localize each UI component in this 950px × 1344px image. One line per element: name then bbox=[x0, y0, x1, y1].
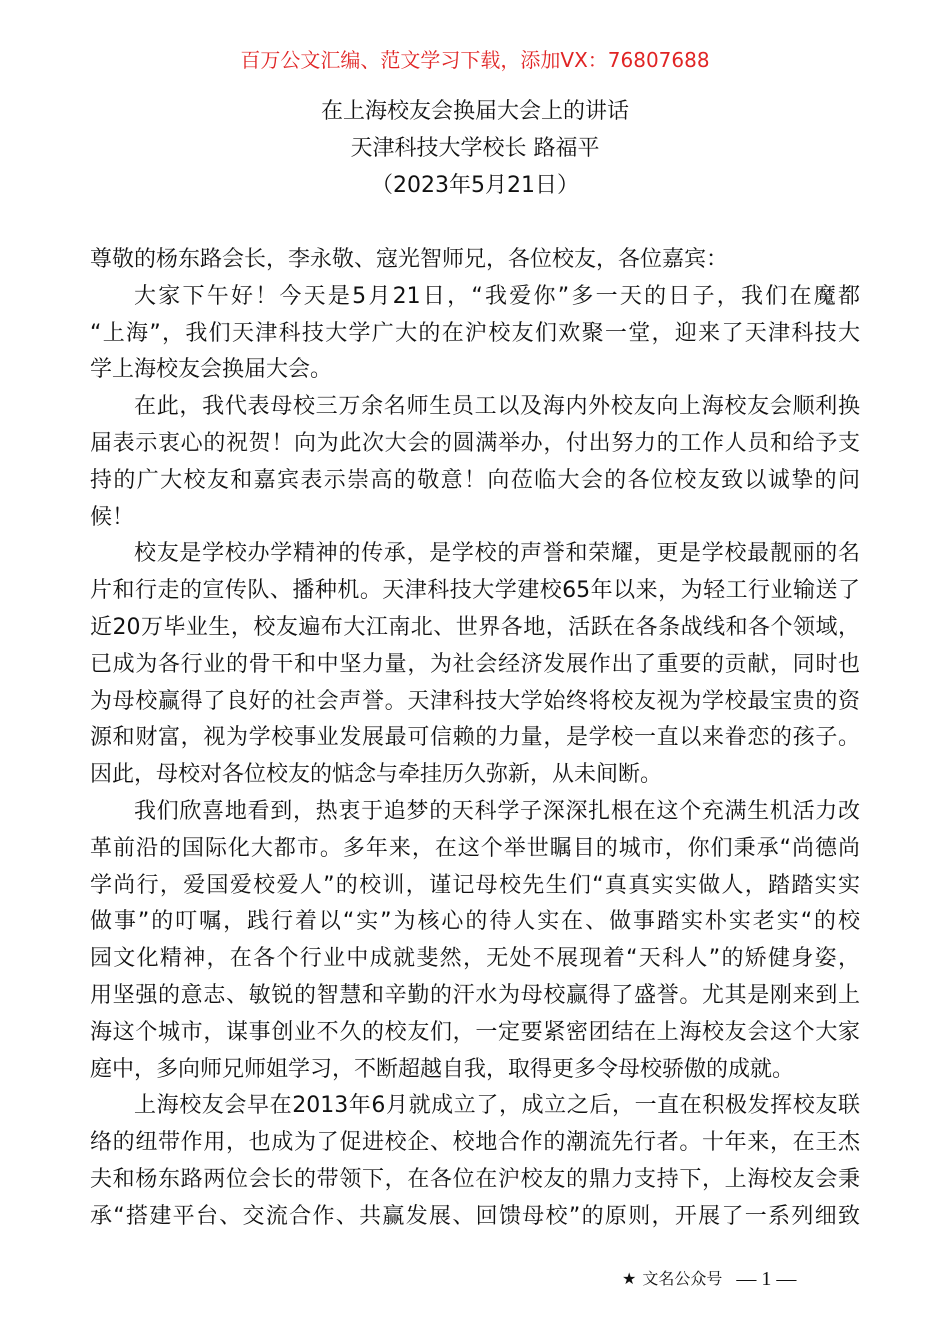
watermark-banner: 百万公文汇编、范文学习下载，添加VX：76807688 bbox=[240, 48, 710, 72]
date-line: （2023年5月21日） bbox=[371, 173, 579, 198]
paragraph-line: 大家下午好！今天是5月21日，“我爱你”多一天的日子，我们在魔都 bbox=[134, 283, 860, 309]
paragraph-line: 我们欣喜地看到，热衷于追梦的天科学子深深扎根在这个充满生机活力改 bbox=[134, 798, 860, 824]
paragraph-line: 持的广大校友和嘉宾表示崇高的敬意！向莅临大会的各位校友致以诚挚的问 bbox=[90, 467, 860, 493]
page-footer bbox=[622, 1266, 796, 1292]
paragraph-line: 因此，母校对各位校友的惦念与牵挂历久弥新，从未间断。 bbox=[90, 762, 663, 788]
footer-label: 文名公众号 bbox=[642, 1269, 723, 1288]
paragraph-line: 学尚行，爱国爱校爱人”的校训，谨记母校先生们“真真实实做人，踏踏实实 bbox=[90, 872, 860, 898]
paragraph-line: 校友是学校办学精神的传承，是学校的声誉和荣耀，更是学校最靓丽的名 bbox=[134, 541, 860, 567]
paragraph-line: 在此，我代表母校三万余名师生员工以及海内外校友向上海校友会顺利换 bbox=[134, 394, 860, 420]
paragraph-line: 园文化精神，在各个行业中成就斐然，无处不展现着“天科人”的矫健身姿， bbox=[90, 946, 860, 972]
paragraph-line: 为母校赢得了良好的社会声誉。天津科技大学始终将校友视为学校最宝贵的资 bbox=[90, 688, 860, 714]
paragraph-line: 革前沿的国际化大都市。多年来，在这个举世瞩目的城市，你们秉承“尚德尚 bbox=[90, 835, 860, 861]
paragraph-line: 做事”的叮嘱，践行着以“实”为核心的待人实在、做事踏实朴实老实“的校 bbox=[90, 909, 860, 935]
paragraph-line: 片和行走的宣传队、播种机。天津科技大学建校65年以来，为轻工行业输送了 bbox=[90, 578, 860, 604]
paragraph-line: 已成为各行业的骨干和中坚力量，为社会经济发展作出了重要的贡献，同时也 bbox=[90, 651, 860, 677]
paragraph-line: “上海”，我们天津科技大学广大的在沪校友们欢聚一堂，迎来了天津科技大 bbox=[90, 320, 860, 346]
document-title: 在上海校友会换届大会上的讲话 bbox=[320, 99, 629, 124]
paragraph-line: 上海校友会早在2013年6月就成立了，成立之后，一直在积极发挥校友联 bbox=[134, 1093, 860, 1119]
paragraph-line: 源和财富，视为学校事业发展最可信赖的力量，是学校一直以来眷恋的孩子。 bbox=[90, 725, 860, 751]
star-icon: ★ bbox=[622, 1269, 637, 1288]
document-body bbox=[90, 242, 860, 1236]
paragraph-line: 络的纽带作用，也成为了促进校企、校地合作的潮流先行者。十年来，在王杰 bbox=[90, 1130, 860, 1156]
paragraph-line: 届表示衷心的祝贺！向为此次大会的圆满举办，付出努力的工作人员和给予支 bbox=[90, 430, 860, 456]
paragraph bbox=[90, 1088, 860, 1235]
paragraph-line: 近20万毕业生，校友遍布大江南北、世界各地，活跃在各条战线和各个领域， bbox=[90, 614, 860, 640]
paragraph-line: 候！ bbox=[90, 504, 135, 530]
paragraph bbox=[90, 389, 860, 536]
paragraph bbox=[90, 242, 860, 279]
paragraph-line: 夫和杨东路两位会长的带领下，在各位在沪校友的鼎力支持下，上海校友会秉 bbox=[90, 1166, 860, 1192]
paragraph-line: 海这个城市，谋事创业不久的校友们，一定要紧密团结在上海校友会这个大家 bbox=[90, 1019, 860, 1045]
page-number: — 1 — bbox=[736, 1268, 797, 1290]
paragraph-line: 尊敬的杨东路会长，李永敬、寇光智师兄，各位校友，各位嘉宾： bbox=[90, 247, 729, 272]
paragraph-line: 用坚强的意志、敏锐的智慧和辛勤的汗水为母校赢得了盛誉。尤其是刚来到上 bbox=[90, 982, 860, 1008]
paragraph-line: 学上海校友会换届大会。 bbox=[90, 357, 333, 383]
paragraph-line: 庭中，多向师兄师姐学习，不断超越自我，取得更多令母校骄傲的成就。 bbox=[90, 1056, 795, 1082]
author-line: 天津科技大学校长 路福平 bbox=[350, 136, 600, 161]
paragraph-line: 承“搭建平台、交流合作、共赢发展、回馈母校”的原则，开展了一系列细致 bbox=[90, 1203, 860, 1229]
paragraph bbox=[90, 536, 860, 794]
paragraph bbox=[90, 279, 860, 389]
paragraph bbox=[90, 794, 860, 1088]
